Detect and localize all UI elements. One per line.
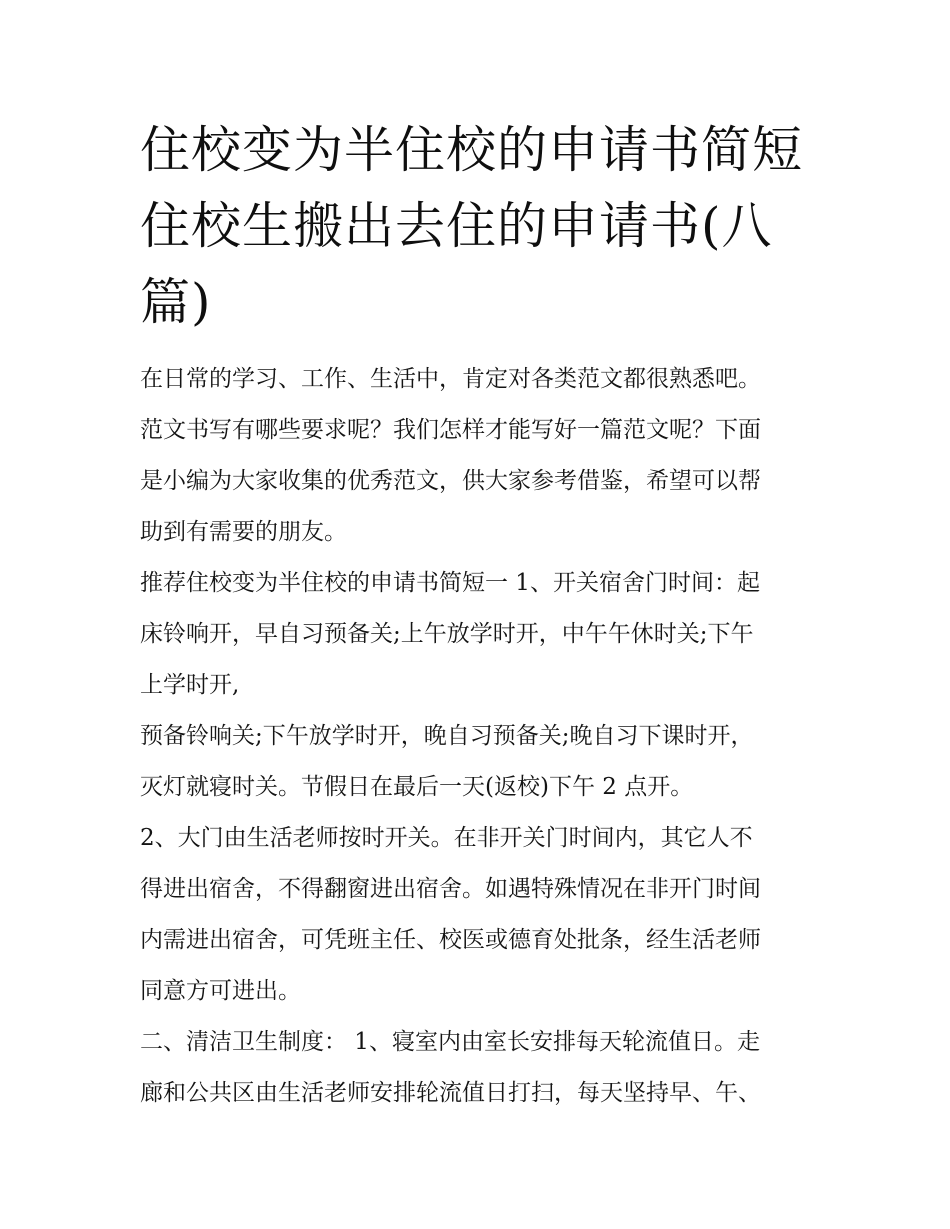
body-line: 预备铃响关;下午放学时开，晚自习预备关;晚自习下课时开， xyxy=(140,723,754,749)
title-line: 篇) xyxy=(140,273,212,331)
document-title xyxy=(140,112,820,340)
body-line: 廊和公共区由生活老师安排轮流值日打扫，每天坚持早、午、 xyxy=(140,1080,761,1106)
title-line: 住校生搬出去住的申请书(八 xyxy=(140,197,773,255)
body-line: 内需进出宿舍，可凭班主任、校医或德育处批条，经生活老师 xyxy=(140,927,761,953)
body-line: 同意方可进出。 xyxy=(140,978,301,1004)
body-line: 灭灯就寝时关。节假日在最后一天(返校)下午 2 点开。 xyxy=(140,774,694,800)
body-line: 得进出宿舍，不得翻窗进出宿舍。如遇特殊情况在非开门时间 xyxy=(140,876,761,902)
body-line: 推荐住校变为半住校的申请书简短一 1、开关宿舍门时间：起 xyxy=(140,570,760,596)
body-line: 床铃响开，早自习预备关;上午放学时开，中午午休时关;下午 xyxy=(140,621,754,647)
body-line: 上学时开, xyxy=(140,672,240,698)
document-body xyxy=(140,354,830,1119)
body-line: 二、清洁卫生制度： 1、寝室内由室长安排每天轮流值日。走 xyxy=(140,1029,760,1055)
body-line: 范文书写有哪些要求呢？我们怎样才能写好一篇范文呢？下面 xyxy=(140,417,761,443)
body-line: 在日常的学习、工作、生活中，肯定对各类范文都很熟悉吧。 xyxy=(140,366,761,392)
body-line: 助到有需要的朋友。 xyxy=(140,519,347,545)
body-line: 是小编为大家收集的优秀范文，供大家参考借鉴，希望可以帮 xyxy=(140,468,761,494)
body-line: 2、大门由生活老师按时开关。在非开关门时间内，其它人不 xyxy=(140,825,753,851)
title-line: 住校变为半住校的申请书简短 xyxy=(140,121,803,179)
